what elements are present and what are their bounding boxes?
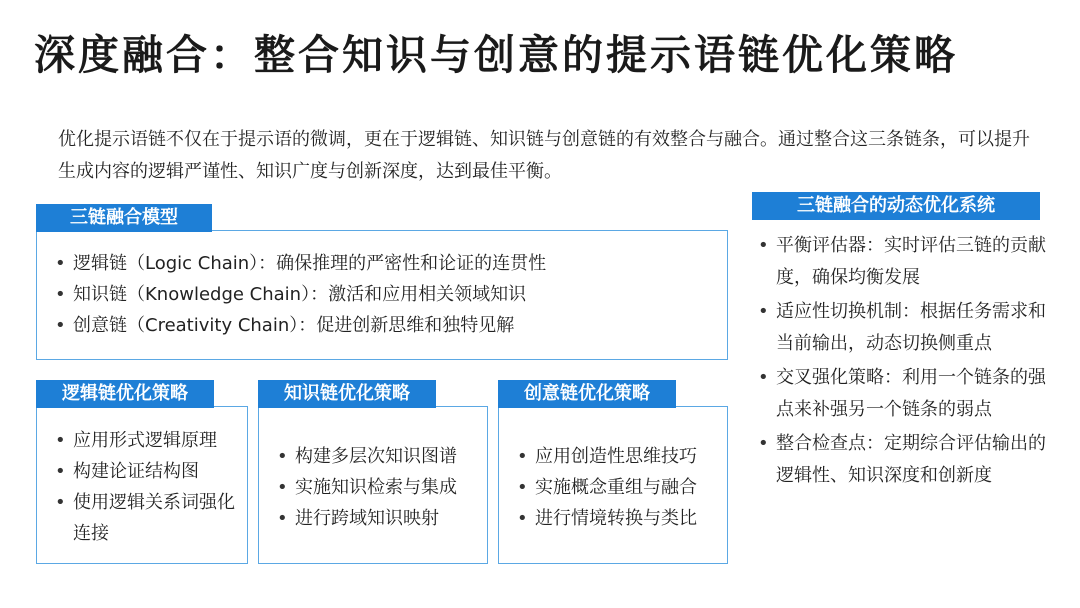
creativity-item: • 实施概念重组与融合 [511, 472, 721, 503]
dynamic-item-cross: • 交叉强化策略：利用一个链条的强点来补强另一个链条的弱点 [752, 362, 1052, 425]
dynamic-item-balance: • 平衡评估器：实时评估三链的贡献度，确保均衡发展 [752, 230, 1052, 293]
knowledge-label: 知识链优化策略 [258, 380, 436, 408]
creativity-label: 创意链优化策略 [498, 380, 676, 408]
logic-list [49, 425, 239, 549]
logic-item: • 应用形式逻辑原理 [49, 425, 239, 456]
intro-paragraph: 优化提示语链不仅在于提示语的微调，更在于逻辑链、知识链与创意链的有效整合与融合。通过整合这三条链条，可以提升生成内容的逻辑严谨性、知识广度与创新深度，达到最佳平衡。 [58, 129, 1030, 182]
page-title: 深度融合：整合知识与创意的提示语链优化策略 [34, 31, 958, 79]
creativity-list [511, 441, 721, 534]
model-item-knowledge: • 知识链（Knowledge Chain）：激活和应用相关领域知识 [49, 279, 699, 310]
creativity-box [498, 406, 728, 564]
logic-label: 逻辑链优化策略 [36, 380, 214, 408]
dynamic-item-checkpoint: • 整合检查点：定期综合评估输出的逻辑性、知识深度和创新度 [752, 428, 1052, 491]
logic-box [36, 406, 248, 564]
logic-item: • 构建论证结构图 [49, 456, 239, 487]
model-label: 三链融合模型 [36, 204, 212, 232]
knowledge-item: • 实施知识检索与集成 [271, 472, 481, 503]
knowledge-item: • 进行跨域知识映射 [271, 503, 481, 534]
knowledge-list [271, 441, 481, 534]
dynamic-list [752, 230, 1052, 494]
creativity-item: • 应用创造性思维技巧 [511, 441, 721, 472]
dynamic-label: 三链融合的动态优化系统 [752, 192, 1040, 220]
creativity-item: • 进行情境转换与类比 [511, 503, 721, 534]
model-list [49, 248, 699, 341]
logic-item: • 使用逻辑关系词强化连接 [49, 487, 239, 549]
knowledge-item: • 构建多层次知识图谱 [271, 441, 481, 472]
model-item-logic: • 逻辑链（Logic Chain）：确保推理的严密性和论证的连贯性 [49, 248, 699, 279]
model-box [36, 230, 728, 360]
knowledge-box [258, 406, 488, 564]
model-item-creativity: • 创意链（Creativity Chain）：促进创新思维和独特见解 [49, 310, 699, 341]
dynamic-item-switch: • 适应性切换机制：根据任务需求和当前输出，动态切换侧重点 [752, 296, 1052, 359]
